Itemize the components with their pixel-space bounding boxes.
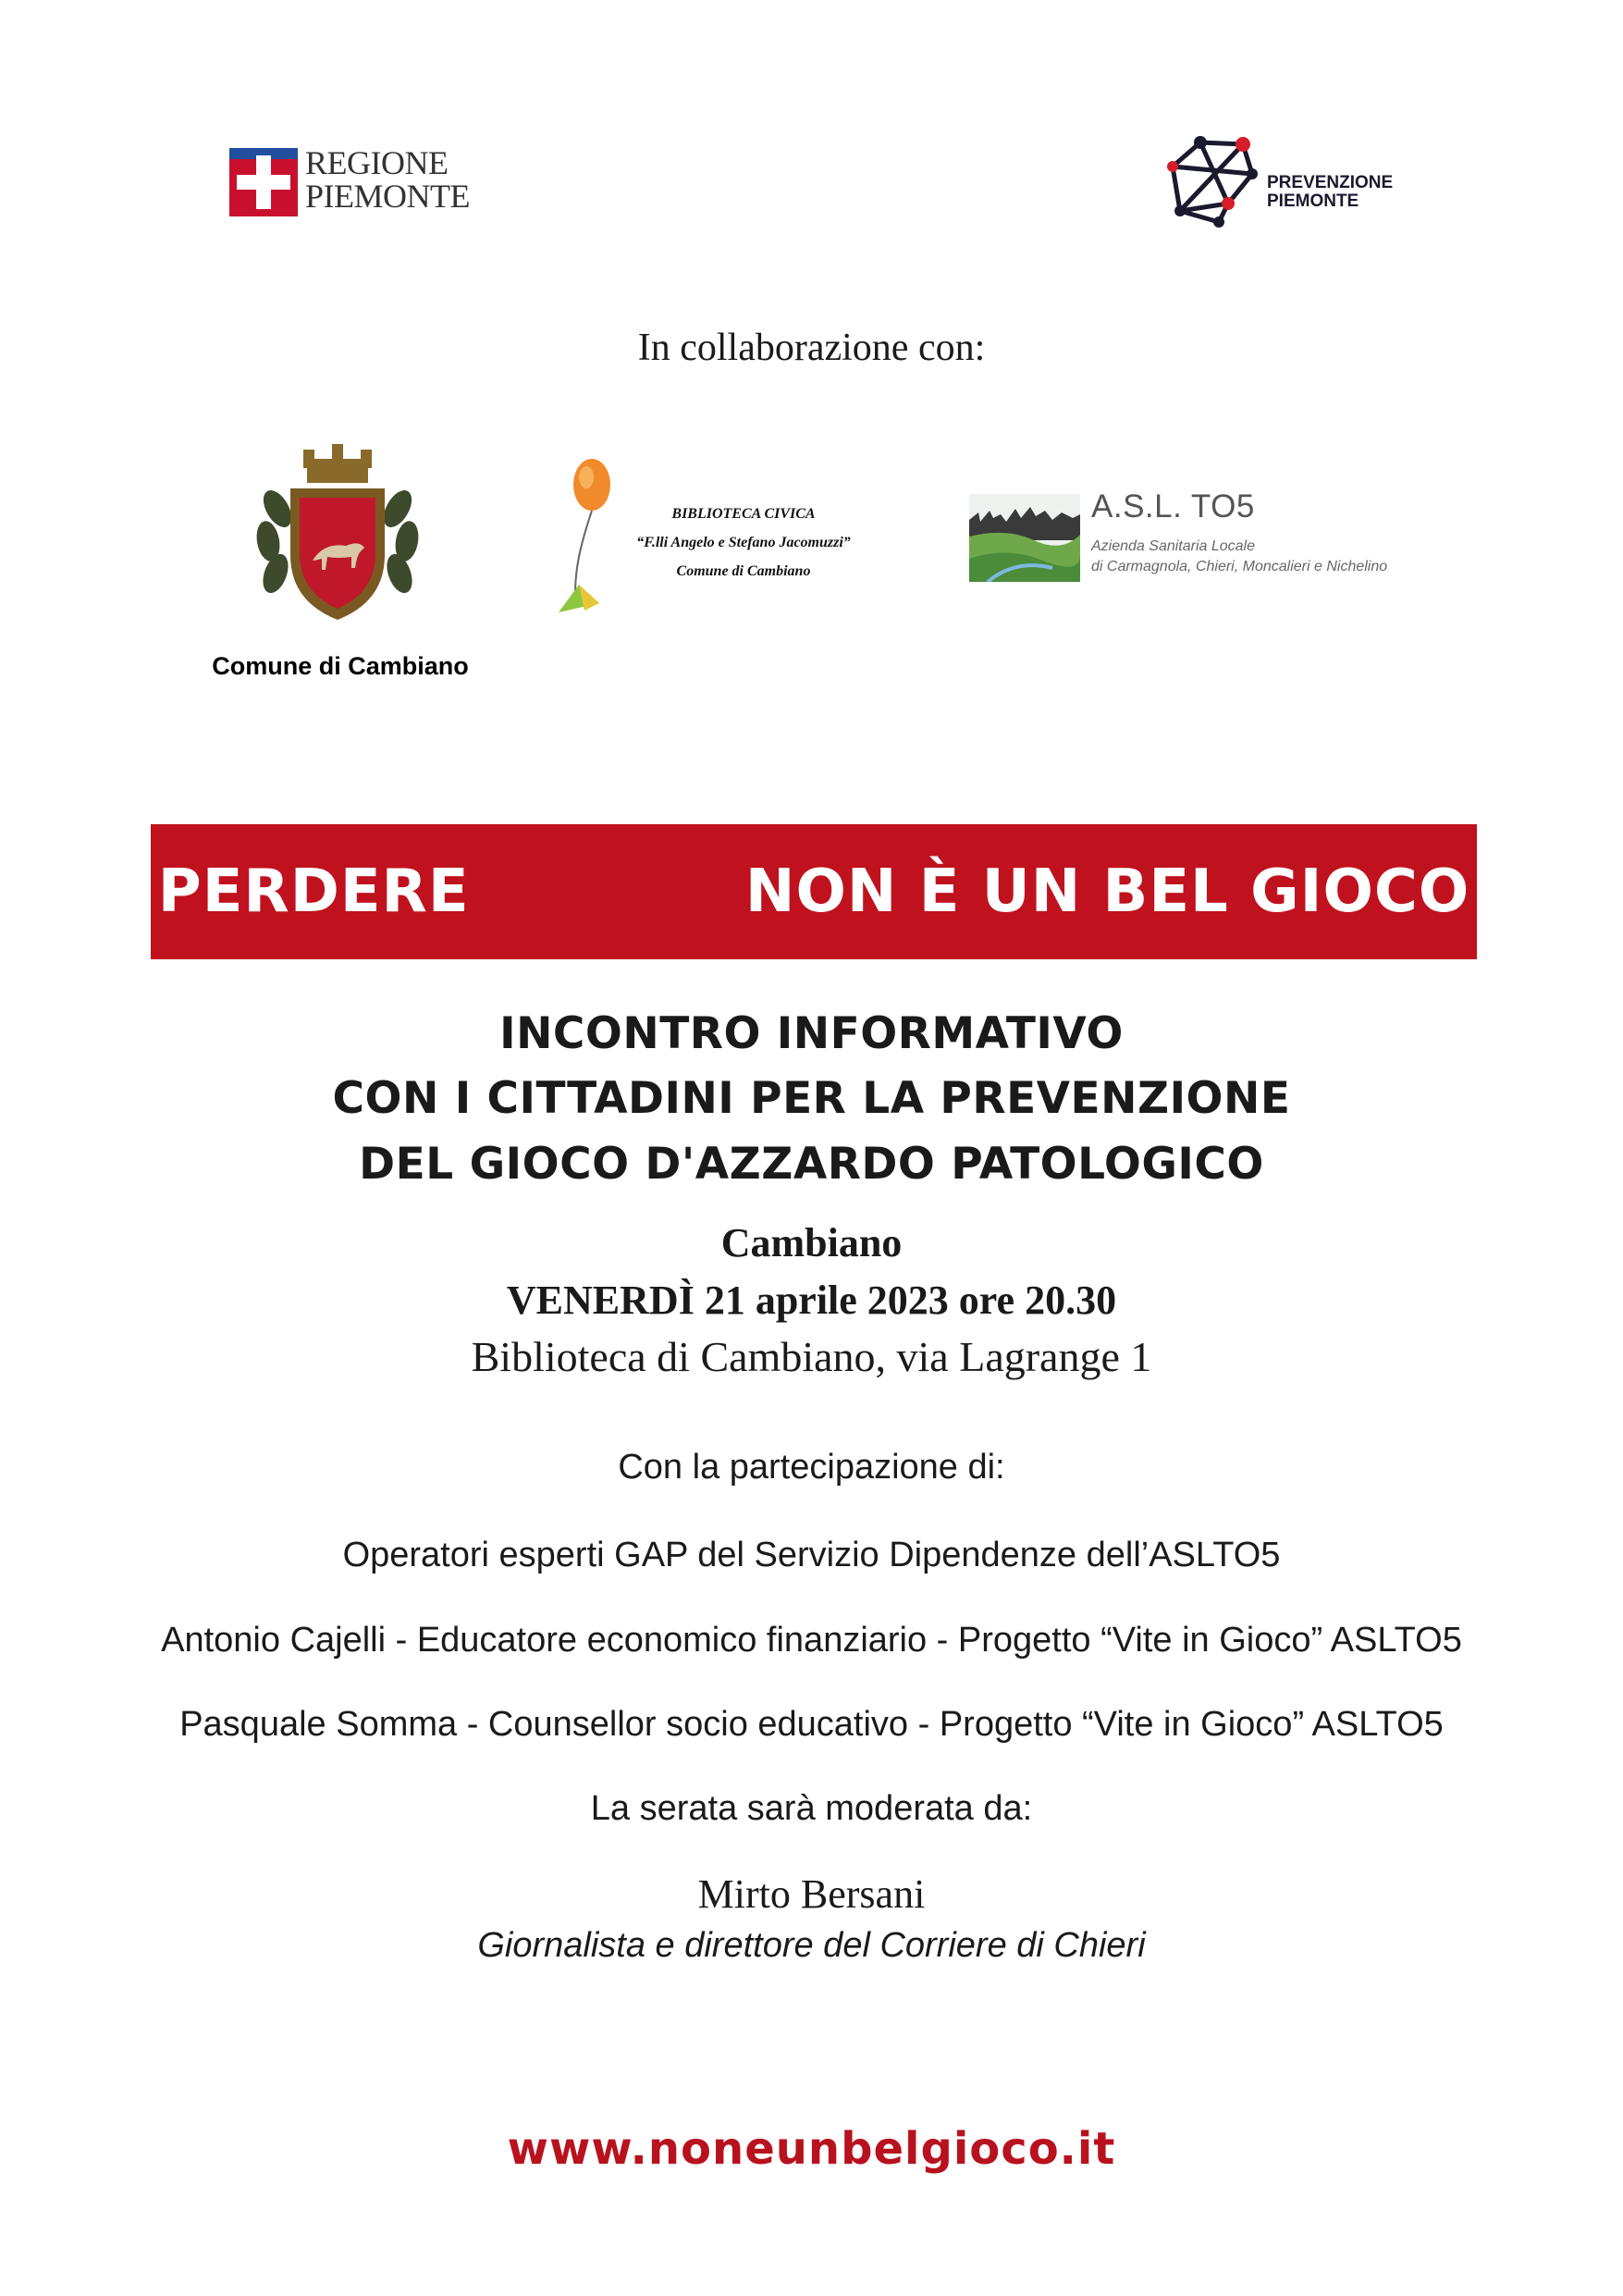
network-icon <box>1167 130 1260 233</box>
moderator-role: Giornalista e direttore del Corriere di Chieri <box>477 1926 1146 1965</box>
collaboration-label: In collaborazione con: <box>637 327 986 369</box>
website-link[interactable]: www.noneunbelgioco.it <box>507 2123 1116 2175</box>
moderation-label: La serata sarà moderata da: <box>590 1789 1033 1828</box>
headline-line2: CON I CITTADINI PER LA PREVENZIONE <box>332 1073 1291 1124</box>
prevenzione-logo-line2: PIEMONTE <box>1267 191 1359 211</box>
asl-subtitle1: Azienda Sanitaria Locale <box>1091 538 1256 554</box>
prevenzione-logo-line1: PREVENZIONE <box>1267 173 1394 192</box>
banner-part1: PERDERE <box>157 858 470 926</box>
regione-logo-line2: PIEMONTE <box>305 178 470 215</box>
regione-logo-line1: REGIONE <box>305 144 449 181</box>
headline-line3: DEL GIOCO D'AZZARDO PATOLOGICO <box>359 1139 1264 1190</box>
participant-item: Pasquale Somma - Counsellor socio educativo - Progetto “Vite in Gioco” ASLTO5 <box>179 1705 1444 1744</box>
asl-subtitle2: di Carmagnola, Chieri, Moncalieri e Nichelino <box>1091 559 1388 574</box>
event-city: Cambiano <box>720 1220 903 1265</box>
comune-crest-icon <box>250 444 425 629</box>
biblioteca-line1: BIBLIOTECA CIVICA <box>671 506 816 522</box>
biblioteca-line3: Comune di Cambiano <box>676 563 811 579</box>
landscape-icon <box>969 494 1080 582</box>
regione-piemonte-logo <box>229 146 470 222</box>
regione-flag-icon <box>229 148 298 216</box>
banner-part2-struck: TUTTO <box>491 824 724 959</box>
event-date: VENERDÌ 21 aprile 2023 ore 20.30 <box>506 1278 1117 1323</box>
participants-label: Con la partecipazione di: <box>618 1448 1005 1487</box>
headline-line1: INCONTRO INFORMATIVO <box>499 1008 1124 1059</box>
prevenzione-piemonte-logo <box>1167 130 1417 233</box>
biblioteca-line2: “F.lli Angelo e Stefano Jacomuzzi” <box>636 535 851 550</box>
comune-label: Comune di Cambiano <box>212 652 469 680</box>
campaign-banner <box>151 824 1477 959</box>
moderator-name: Mirto Bersani <box>697 1871 926 1917</box>
banner-part3: NON È UN BEL GIOCO <box>744 858 1470 926</box>
biblioteca-logo <box>551 455 866 617</box>
event-place: Biblioteca di Cambiano, via Lagrange 1 <box>471 1333 1152 1380</box>
asl-to5-logo <box>969 483 1388 583</box>
asl-title: A.S.L. TO5 <box>1091 488 1255 525</box>
participant-item: Antonio Cajelli - Educatore economico finanziario - Progetto “Vite in Gioco” ASLTO5 <box>161 1621 1462 1660</box>
balloon-icon <box>551 455 625 617</box>
participant-item: Operatori esperti GAP del Servizio Dipendenze dell’ASLTO5 <box>342 1536 1281 1574</box>
